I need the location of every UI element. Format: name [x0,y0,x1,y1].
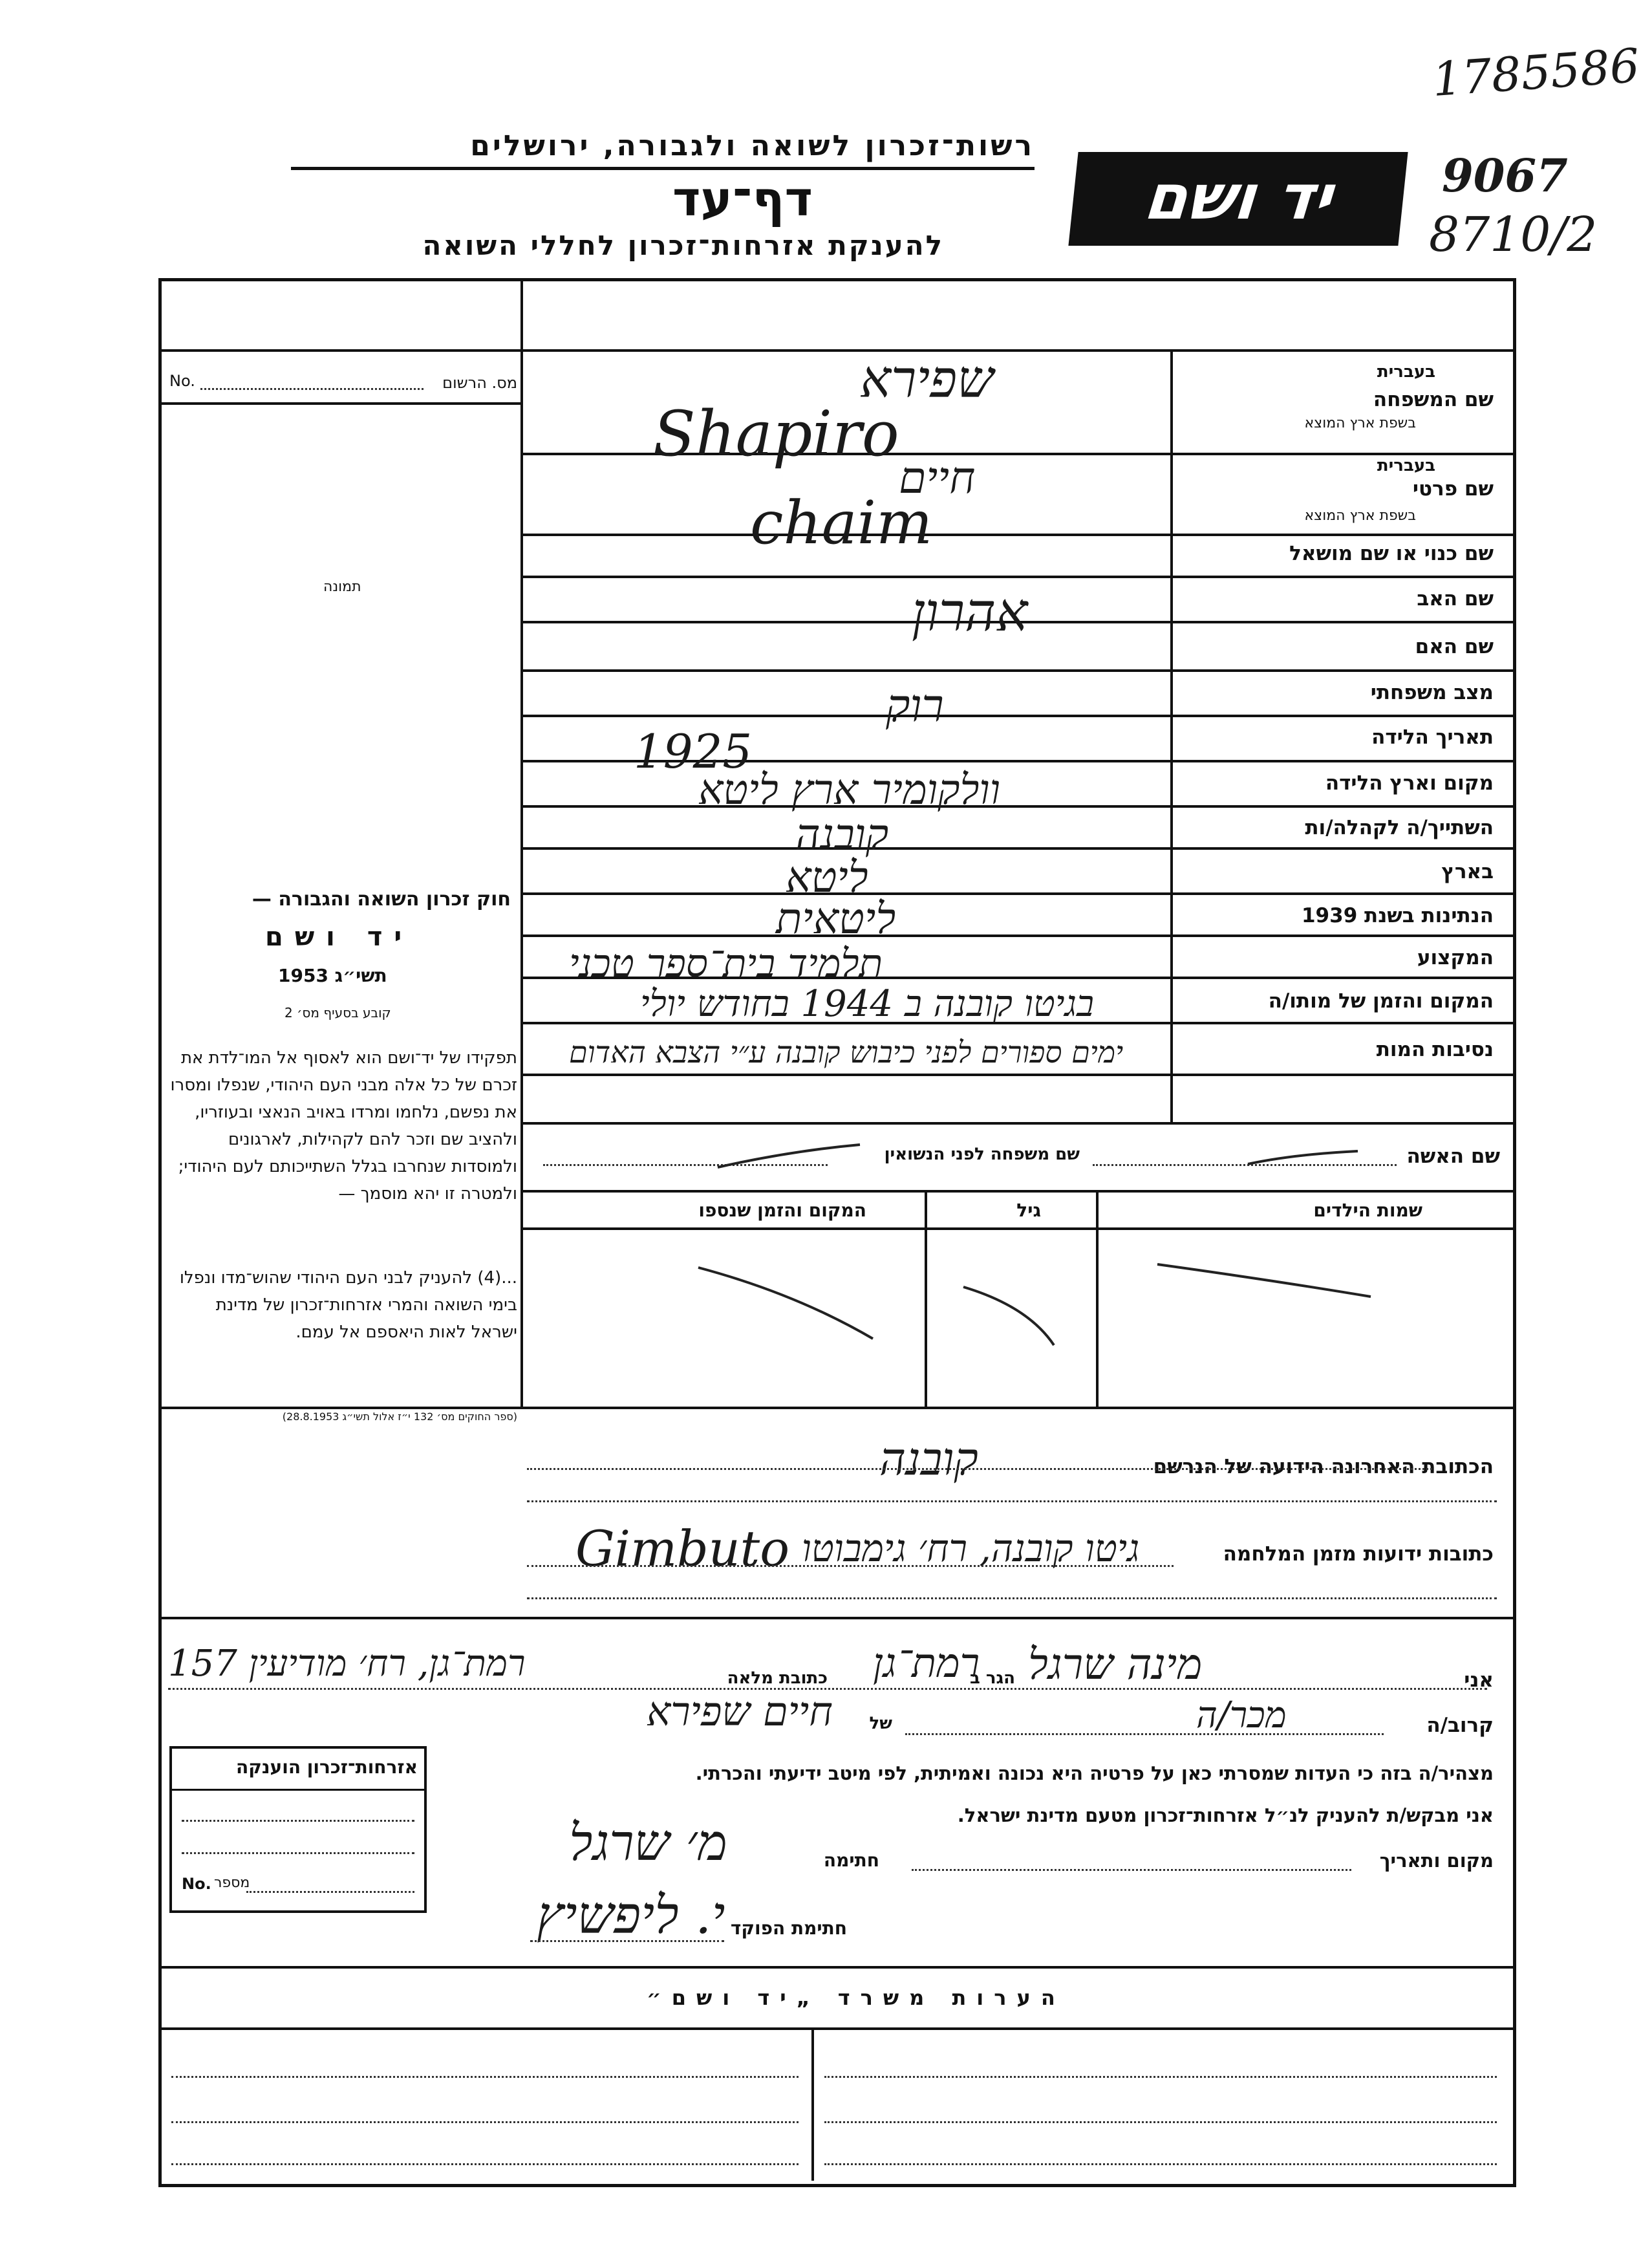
family-name-origin-sub: בשפת ארץ המוצא [1304,415,1416,431]
place-date-label: מקום ותאריך [1379,1850,1494,1872]
profession-value: תלמיד בית־ספר טכני [569,941,883,986]
of-value: חיים שפירא [647,1688,833,1735]
declarant-lives-label: הגר ב [969,1669,1015,1688]
law-year: תשי״ג 1953 [278,965,387,986]
children-place-header: המקום והזמן שנספו [698,1200,866,1221]
relative-label: קרוב/ה [1426,1714,1494,1737]
declarant-full-address-value: רמת־גן, רח׳ מודיעין 157 [168,1643,526,1685]
first-name-latin-value: chaim [750,488,933,557]
law-text-clause4: ...(4) להעניק לבני העם היהודי שהוש־מדו ונפלו בימי השואה והמרי אזרחות־זכרון של מדינת ישראל לאות היאספם אל עמם. [179,1268,517,1342]
mother-name-label: שם האם [1415,635,1494,658]
citizenship-box [169,1746,427,1913]
law-footnote: (ספר החוקים מס׳ 132 י״ז אלול תשי״ג 28.8.1953) [282,1410,517,1423]
sheet-number: 9067 [1442,149,1568,202]
signature-label: חתימה [823,1850,879,1871]
declaration-line: מצהיר/ה בזה כי העדות שמסרתי כאן על פרטיה היא נכונה ואמיתית, לפי מיטב ידיעתי והכרתי. [695,1762,1494,1784]
birth-date-value: 1925 [634,724,753,779]
wife-maiden-label: שם משפחה לפני הנשואין [884,1145,1080,1164]
children-names-header: שמות הילדים [1313,1200,1422,1221]
community-value: קובנה [795,810,889,859]
declarant-i-label: אני [1464,1669,1494,1692]
citizenship-number-label: מספר [214,1875,250,1891]
family-name-latin-value: Shapiro [653,398,899,470]
form-subtitle: להענקת אזרחות־זכרון לחללי השואה [422,230,944,261]
law-section: קובע בסעיף מס׳ 2 [284,1005,391,1021]
citizenship-box-title: אזרחות־זכרון הוענקה [236,1756,418,1778]
logo-text: יד ושם [1141,161,1336,233]
birth-place-value: וולקומיר ארץ ליטא [698,766,1001,814]
country-value: ליטא [786,852,868,902]
form-title: דף־עד [672,171,813,227]
alias-label: שם כנוי או שם מושאל [1289,542,1494,565]
officer-signature-label: חתימת הפוקד [730,1917,847,1939]
father-name-value: אהרון [912,582,1028,643]
declarant-full-address-label: כתובת מלאה [727,1669,828,1688]
community-label: השתייך/ה לקהלה/ות [1305,816,1494,839]
relative-value: מכר/ה [1196,1694,1287,1736]
death-circumstances-value: ימים ספורים לפני כיבוש קובנה ע״י הצבא האדום [569,1035,1124,1070]
registration-no-label: No. [169,372,195,390]
declarant-name: מינה שרגל [1028,1639,1203,1689]
marital-status-label: מצב משפחתי [1370,681,1494,704]
family-name-hebrew-sub: בעברית [1377,362,1435,382]
authority-title: רשות־זכרון לשואה ולגבורה, ירושלים [470,129,1035,162]
children-strike-lines [692,1255,1403,1358]
remarks-label: הערות משרד „יד ושם״ [647,1985,1066,2010]
last-address-label: הכתובת האחרונה הידועה של הנרשם [1153,1455,1494,1478]
yad-vashem-logo [1068,152,1408,246]
war-address-latin: Gimbuto [575,1520,789,1577]
archive-number: 1785586 [1430,38,1641,107]
birth-place-label: מקום וארץ הלידה [1325,772,1494,795]
family-name-label: שם המשפחה [1373,388,1494,411]
of-label: של [869,1714,892,1733]
authority-underline [291,167,1035,170]
signature-value: מ׳ שרגל [569,1814,727,1872]
death-circumstances-label: נסיבות המות [1376,1038,1494,1061]
family-name-hebrew-value: שפירא [860,349,994,409]
war-address-value: גיטו קובנה, רח׳ גימבוטו [802,1526,1140,1570]
first-name-label: שם פרטי [1412,477,1494,501]
country-label: בארץ [1441,860,1494,883]
officer-signature-value: י. ליפשיץ [537,1885,725,1945]
children-age-header: גיל [1016,1200,1041,1221]
marital-status-value: רוק [886,679,944,732]
registration-label: מס. הרשום [442,374,517,392]
war-address-label: כתובות ידועות מזמן המלחמה [1223,1542,1494,1566]
first-name-hebrew-sub: בעברית [1377,456,1435,475]
death-place-time-label: המקום והזמן של מותו/ה [1268,989,1494,1013]
birth-date-label: תאריך הלידה [1371,726,1494,749]
sheet-sub-number: 8710/2 [1429,207,1598,263]
first-name-origin-sub: בשפת ארץ המוצא [1304,508,1416,524]
last-address-value: קובנה [879,1432,978,1485]
nationality-label: הנתינות בשנת 1939 [1301,904,1494,927]
death-place-time-value: בגיטו קובנה ב 1944 בחודש יולי [640,983,1095,1025]
photo-label: תמונה [323,579,361,595]
first-name-hebrew-value: חיים [899,453,976,504]
father-name-label: שם האב [1417,587,1494,610]
law-title: חוק זכרון השואה והגבורה — [252,888,511,911]
declarant-lives-value: רמת־גן [873,1639,980,1687]
law-name: יד ושם [265,922,414,952]
request-line: אני מבקש/ת להעניק לנ״ל אזרחות־זכרון מטעם מדינת ישראל. [957,1804,1494,1826]
wife-label: שם האשה [1406,1145,1500,1168]
citizenship-no-label: No. [182,1875,211,1893]
nationality-value: ליטאית [776,894,896,944]
wife-strike-line [711,1138,1390,1177]
profession-label: המקצוע [1417,946,1494,969]
law-text: תפקידו של יד־ושם הוא לאסוף אל המו־לדת את זכרם של כל אלה מבני העם היהודי, שנפלו ומסרו את נפשם, נלחמו ומרדו באויב הנאצי ובעוזריו, ולהציב שם וזכר להם לקהילות, לארגונים ולמוסדות שנחרבו בגלל השתייכותם לעם היהודי; ולמטרה זו יהא מוסמך — [170,1048,517,1204]
